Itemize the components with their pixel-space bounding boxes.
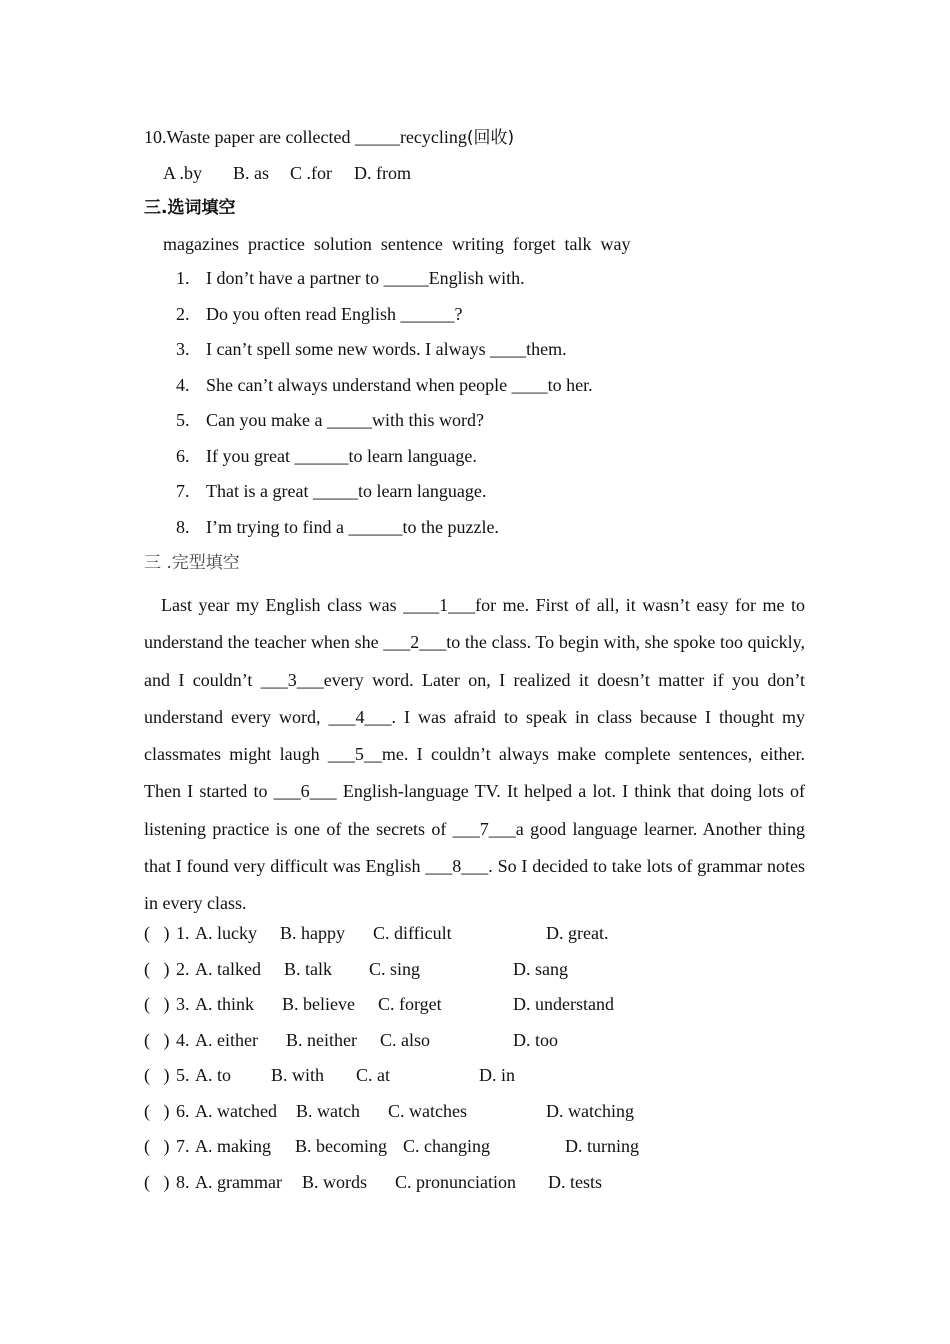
- option-b: B. with: [271, 1065, 325, 1085]
- word-choice-item: [0, 410, 950, 432]
- cloze-question: [0, 922, 950, 944]
- q10-stem-zh: (回收): [466, 128, 515, 148]
- option-a: A. watched: [195, 1101, 277, 1121]
- cloze-question: [0, 1029, 950, 1051]
- item-number: 3.: [176, 339, 190, 359]
- option-d: D. watching: [546, 1101, 634, 1121]
- option-b: B. happy: [280, 923, 345, 943]
- item-text: Do you often read English ______?: [206, 304, 463, 324]
- item-number: 5.: [176, 410, 190, 430]
- q10-option-c: C .for: [290, 163, 332, 183]
- answer-parentheses: ( ): [144, 994, 170, 1014]
- option-c: C. watches: [388, 1101, 467, 1121]
- answer-parentheses: ( ): [144, 1030, 170, 1050]
- cloze-passage: [144, 587, 805, 923]
- question-number: 7.: [176, 1136, 190, 1156]
- word-choice-item: [0, 268, 950, 290]
- item-text: If you great ______to learn language.: [206, 446, 477, 466]
- cloze-passage-text: Last year my English class was ____1___for me. First of all, it wasn’t easy for me to understand the teacher when she ___2___to the class. To begin with, she spoke too quickly, and I couldn’t ___3___every word. Later on, I realized it doesn’t matter if you don’t understand every word, ___4___. I was afraid to speak in class because I thought my classmates might laugh ___5__me. I couldn’t always make complete sentences, either. Then I started to ___6___ English-language TV. It helped a lot. I think that doing lots of listening practice is one of the secrets of ___7___a good language learner. Another thing that I found very difficult was English ___8___. So I decided to take lots of grammar notes in every class.: [144, 595, 805, 914]
- cloze-question: [0, 993, 950, 1015]
- word-choice-item: [0, 517, 950, 539]
- cloze-question: [0, 1064, 950, 1086]
- answer-parentheses: ( ): [144, 923, 170, 943]
- question-number: 3.: [176, 994, 190, 1014]
- q10-stem-text: 10.Waste paper are collected _____recycling: [144, 127, 467, 147]
- item-text: Can you make a _____with this word?: [206, 410, 484, 430]
- option-b: B. neither: [286, 1030, 357, 1050]
- cloze-question: [0, 1171, 950, 1193]
- option-d: D. too: [513, 1030, 558, 1050]
- word-choice-item: [0, 446, 950, 468]
- option-a: A. making: [195, 1136, 271, 1156]
- option-d: D. great.: [546, 923, 609, 943]
- question-number: 4.: [176, 1030, 190, 1050]
- item-text: I’m trying to find a ______to the puzzle.: [206, 517, 499, 537]
- section-word-choice-title: 三.选词填空: [144, 198, 236, 218]
- option-b: B. watch: [296, 1101, 360, 1121]
- cloze-question: [0, 1100, 950, 1122]
- word-choice-item: [0, 304, 950, 326]
- option-c: C. at: [356, 1065, 390, 1085]
- option-c: C. difficult: [373, 923, 452, 943]
- item-number: 1.: [176, 268, 190, 288]
- question-number: 2.: [176, 959, 190, 979]
- option-a: A. lucky: [195, 923, 257, 943]
- option-d: D. sang: [513, 959, 568, 979]
- option-c: C. pronunciation: [395, 1172, 516, 1192]
- option-c: C. sing: [369, 959, 421, 979]
- answer-parentheses: ( ): [144, 1172, 170, 1192]
- word-choice-item: [0, 375, 950, 397]
- q10-option-a: A .by: [163, 163, 203, 183]
- option-a: A. think: [195, 994, 255, 1014]
- word-choice-item: [0, 481, 950, 503]
- item-number: 2.: [176, 304, 190, 324]
- option-d: D. turning: [565, 1136, 639, 1156]
- item-number: 7.: [176, 481, 190, 501]
- question-number: 1.: [176, 923, 190, 943]
- option-b: B. words: [302, 1172, 368, 1192]
- question-number: 5.: [176, 1065, 190, 1085]
- item-text: She can’t always understand when people ____to her.: [206, 375, 593, 395]
- option-c: C. also: [380, 1030, 431, 1050]
- section-cloze-title: 三 .完型填空: [144, 553, 240, 573]
- question-number: 8.: [176, 1172, 190, 1192]
- q10-option-b: B. as: [233, 163, 269, 183]
- option-a: A. grammar: [195, 1172, 282, 1192]
- option-a: A. to: [195, 1065, 231, 1085]
- option-c: C. changing: [403, 1136, 490, 1156]
- option-d: D. in: [479, 1065, 515, 1085]
- cloze-question: [0, 958, 950, 980]
- answer-parentheses: ( ): [144, 959, 170, 979]
- item-number: 4.: [176, 375, 190, 395]
- q10-option-d: D. from: [354, 163, 411, 183]
- option-b: B. talk: [284, 959, 332, 979]
- question-number: 6.: [176, 1101, 190, 1121]
- item-text: That is a great _____to learn language.: [206, 481, 487, 501]
- answer-parentheses: ( ): [144, 1101, 170, 1121]
- option-d: D. understand: [513, 994, 614, 1014]
- option-b: B. becoming: [295, 1136, 387, 1156]
- word-choice-item: [0, 339, 950, 361]
- answer-parentheses: ( ): [144, 1136, 170, 1156]
- item-text: I can’t spell some new words. I always ____them.: [206, 339, 567, 359]
- word-bank: magazines practice solution sentence writing forget talk way: [163, 234, 631, 254]
- option-d: D. tests: [548, 1172, 602, 1192]
- option-c: C. forget: [378, 994, 442, 1014]
- item-text: I don’t have a partner to _____English with.: [206, 268, 525, 288]
- option-b: B. believe: [282, 994, 355, 1014]
- option-a: A. either: [195, 1030, 258, 1050]
- q10-stem: [144, 126, 514, 149]
- option-a: A. talked: [195, 959, 261, 979]
- item-number: 6.: [176, 446, 190, 466]
- item-number: 8.: [176, 517, 190, 537]
- answer-parentheses: ( ): [144, 1065, 170, 1085]
- cloze-question: [0, 1135, 950, 1157]
